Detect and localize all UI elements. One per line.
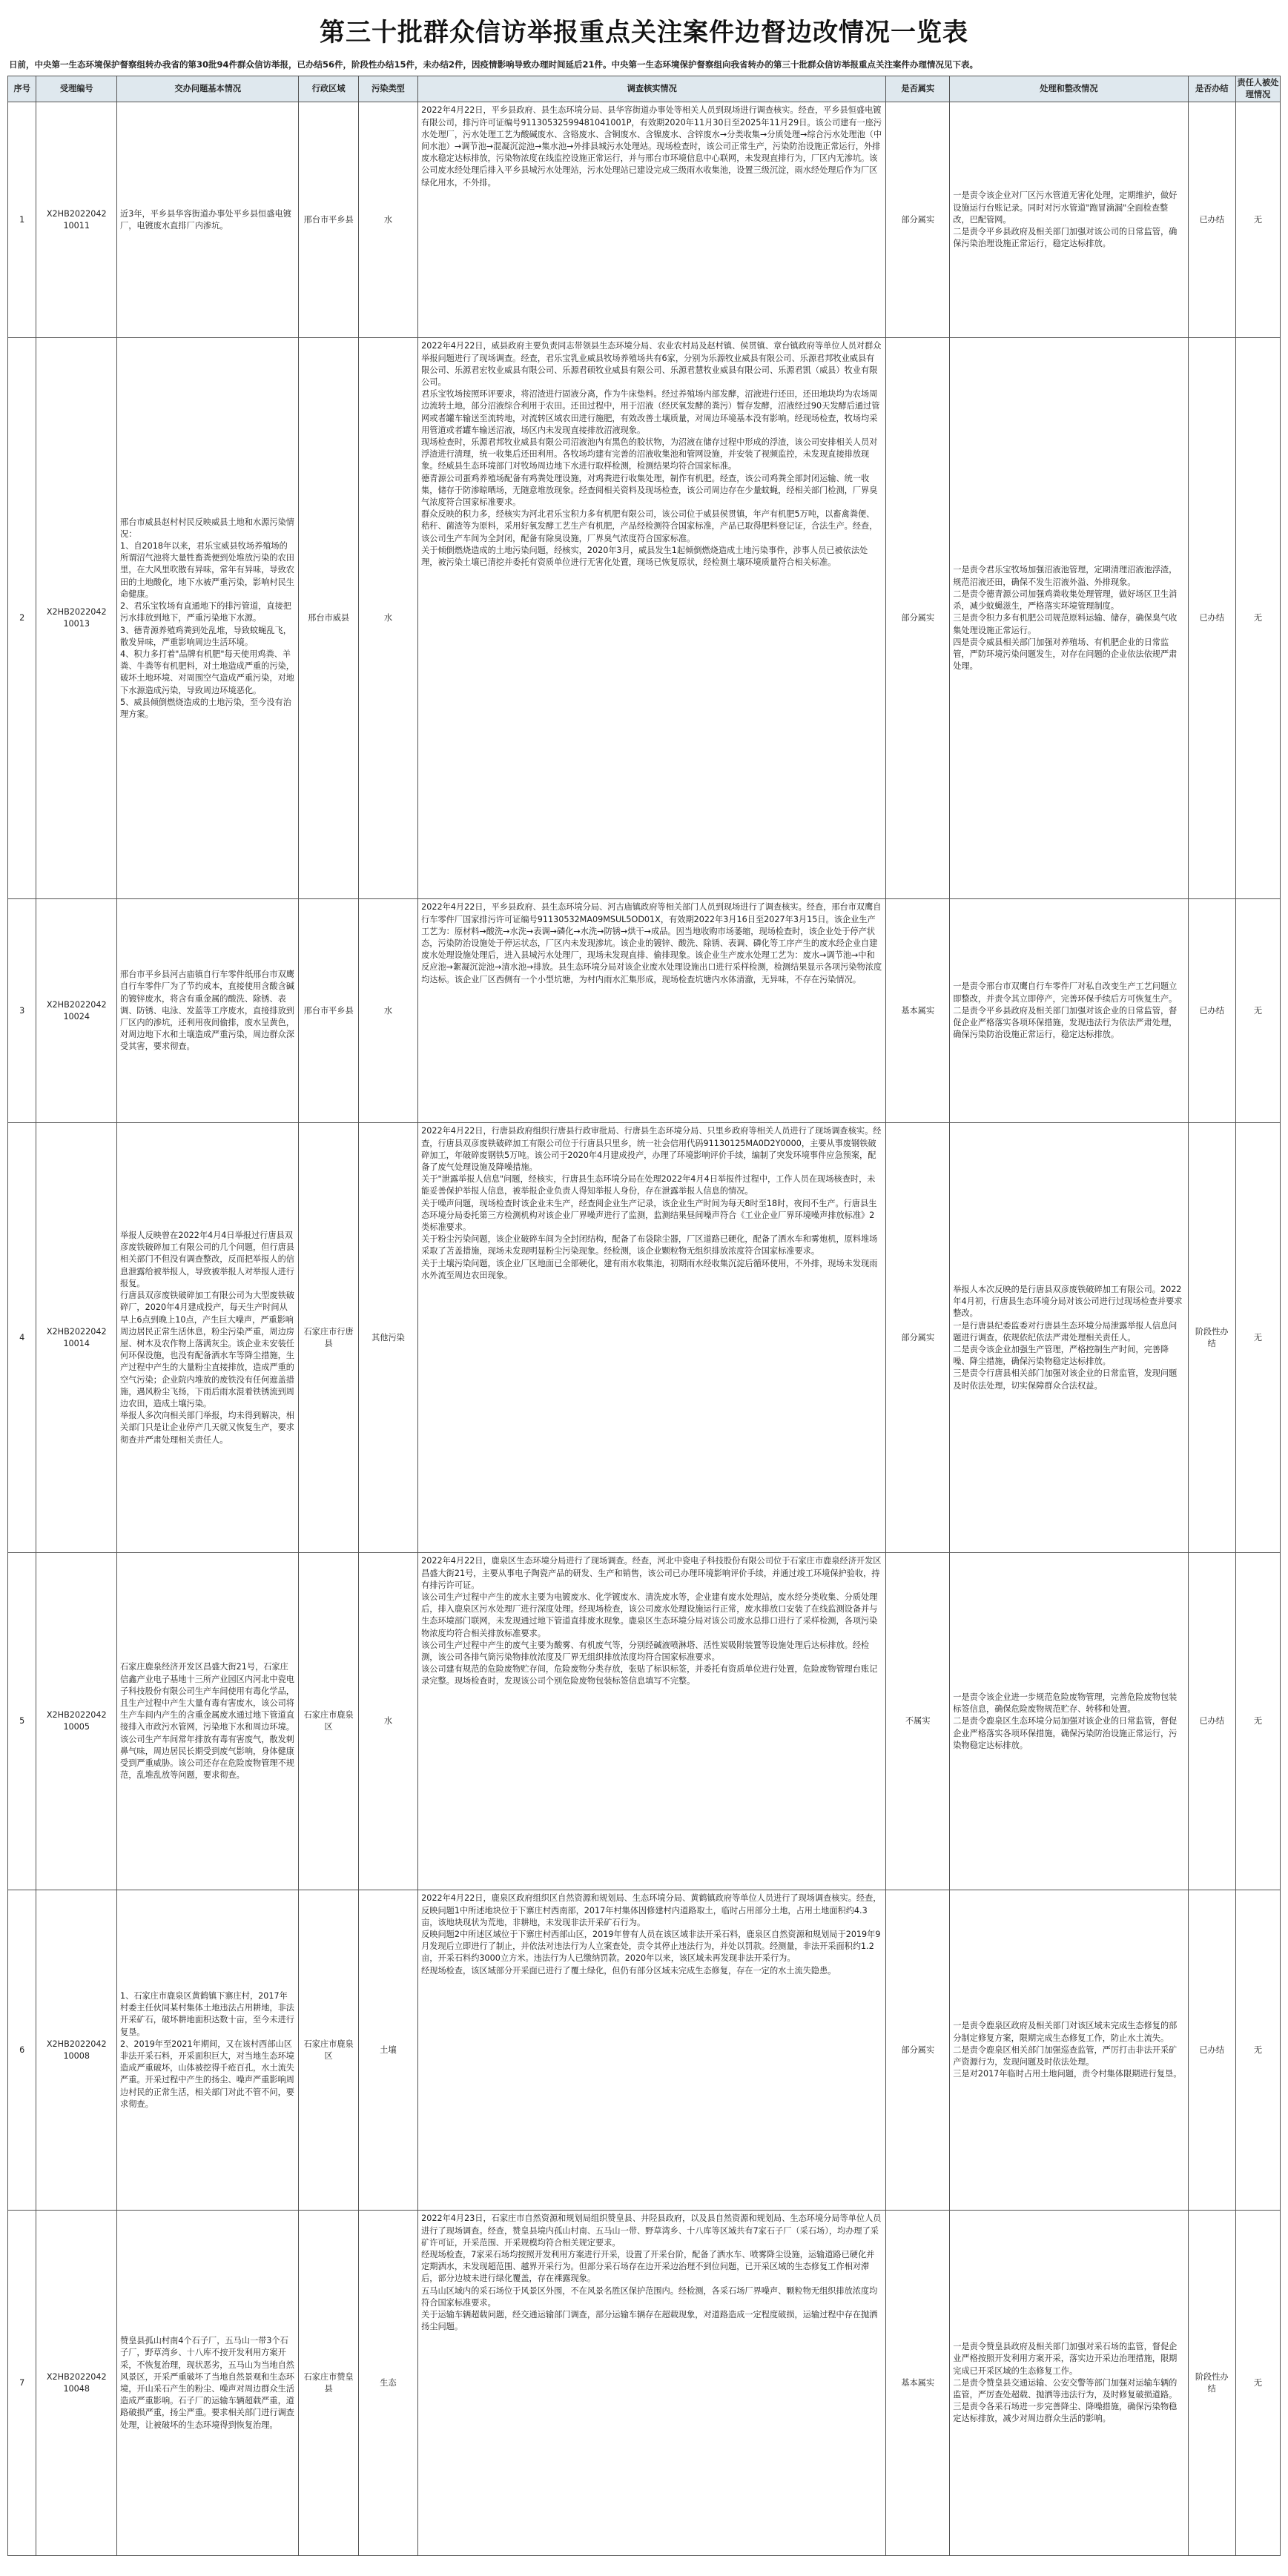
- col-header-code: 受理编号: [36, 76, 117, 102]
- cell-no: 2: [8, 338, 36, 899]
- cell-type: 水: [358, 899, 417, 1123]
- cell-done: 已办结: [1188, 338, 1235, 899]
- cases-table: [7, 76, 1281, 2556]
- cell-measures: 一是责令邢台市双鹰自行车零件厂对私自改变生产工艺问题立即整改，并责令其立即停产，完善环保手续后方可恢复生产。 二是责令平乡县政府及相关部门加强对该企业的日常监管，督促企业严格落实各项环保措施，发现违法行为依法严肃处理，确保污染防治设施正常运行，稳定达标排放。: [950, 899, 1188, 1123]
- cell-region: 石家庄市鹿泉区: [299, 1553, 358, 1890]
- cell-no: 6: [8, 1890, 36, 2211]
- table-row: [8, 2211, 1281, 2556]
- cell-code: X2HB2022042 10024: [36, 899, 117, 1123]
- table-row: [8, 102, 1281, 338]
- col-header-real: 是否属实: [886, 76, 950, 102]
- cell-punish: 无: [1235, 2211, 1280, 2556]
- cell-done: 已办结: [1188, 1890, 1235, 2211]
- cell-region: 石家庄市赞皇县: [299, 2211, 358, 2556]
- col-header-investigation: 调查核实情况: [418, 76, 886, 102]
- cell-issue: 1、石家庄市鹿泉区黄鹤镇下寨庄村，2017年村委主任伙同某村集体土地违法占用耕地，非法开采矿石，破坏耕地面积达数十亩，至今未进行复垦。 2、2019年至2021年期间，又在该村西部山区非法开采石料，开采面积巨大，对当地生态环境造成严重破坏，山体被挖得千疮百孔，水土流失严重。开采过程中产生的扬尘、噪声严重影响周边村民的正常生活，相关部门对此不管不问，要求彻查。: [117, 1890, 299, 2211]
- cell-no: 4: [8, 1123, 36, 1553]
- cell-measures: 一是责令赞皇县政府及相关部门加强对采石场的监管，督促企业严格按照开发利用方案开采，落实边开采边治理措施，限期完成已开采区域的生态修复工作。 二是责令赞皇县交通运输、公安交警等部门加强对运输车辆的监管，严厉查处超载、抛洒等违法行为，及时修复破损道路。 三是责令各采石场进一步完善降尘、降噪措施，确保污染物稳定达标排放，减少对周边群众生活的影响。: [950, 2211, 1188, 2556]
- col-header-type: 污染类型: [358, 76, 417, 102]
- page-title: 第三十批群众信访举报重点关注案件边督边改情况一览表: [320, 18, 968, 47]
- cell-done: 已办结: [1188, 899, 1235, 1123]
- cell-punish: 无: [1235, 1890, 1280, 2211]
- cell-issue: 石家庄鹿泉经济开发区昌盛大街21号，石家庄信鑫产业电子基地十三所产业园区内河北中瓷电子科技股份有限公司生产车间使用有毒化学品，且生产过程中产生大量有毒有害废水，该公司将生产车间内产生的含重金属废水通过地下管道直接排入市政污水管网，污染地下水和周边环境。 该公司生产车间常年排放有毒有害废气，散发刺鼻气味，周边居民长期受到废气影响，身体健康受到严重威胁。该公司还存在危险废物管理不规范，乱堆乱放等问题，要求彻查。: [117, 1553, 299, 1890]
- cell-issue: 举报人反映曾在2022年4月4日举报过行唐县双彦废铁破碎加工有限公司的几个问题，但行唐县相关部门不但没有调查整改，反而把举报人的信息泄露给被举报人，导致被举报人对举报人进行报复。 行唐县双彦废铁破碎加工有限公司为大型废铁破碎厂，2020年4月建成投产，每天生产时间从早上6点到晚上10点，产生巨大噪声，严重影响周边居民正常生活休息，粉尘污染严重，周边房屋、树木及农作物上落满灰尘。该企业未安装任何环保设施，也没有配备洒水车等降尘措施，生产过程中产生的大量粉尘直接排放，造成严重的空气污染；企业院内堆放的废铁没有任何遮盖措施，遇风粉尘飞扬，下雨后雨水混着铁锈流到周边农田，造成土壤污染。 举报人多次向相关部门举报，均未得到解决，相关部门只是让企业停产几天就又恢复生产，要求彻查并严肃处理相关责任人。: [117, 1123, 299, 1553]
- cell-code: X2HB2022042 10005: [36, 1553, 117, 1890]
- cell-real: 部分属实: [886, 102, 950, 338]
- cell-investigation: 2022年4月22日，鹿泉区政府组织区自然资源和规划局、生态环境分局、黄鹤镇政府等单位人员进行了现场调查核实。经查，反映问题1中所述地块位于下寨庄村西南部，2017年村集体因修建村内道路取土，临时占用部分土地，占用土地面积约4.3亩，该地块现状为荒地，非耕地，未发现非法开采矿石行为。 反映问题2中所述区域位于下寨庄村西部山区，2019年曾有人员在该区域非法开采石料，鹿泉区自然资源和规划局于2019年9月发现后立即进行了制止，并依法对违法行为人立案查处，责令其停止违法行为，并处以罚款。经测量，非法开采面积约1.2亩，开采石料约3000立方米。违法行为人已缴纳罚款。2020年以来，该区域未再发现非法开采行为。 经现场检查，该区域部分开采面已进行了覆土绿化，但仍有部分区域未完成生态修复，存在一定的水土流失隐患。: [418, 1890, 886, 2211]
- cell-real: 部分属实: [886, 1123, 950, 1553]
- cell-region: 石家庄市行唐县: [299, 1123, 358, 1553]
- cell-type: 水: [358, 102, 417, 338]
- table-row: [8, 899, 1281, 1123]
- cell-code: X2HB2022042 10011: [36, 102, 117, 338]
- cell-investigation: 2022年4月22日，鹿泉区生态环境分局进行了现场调查。经查，河北中瓷电子科技股份有限公司位于石家庄市鹿泉经济开发区昌盛大街21号，主要从事电子陶瓷产品的研发、生产和销售，该公司已办理环境影响评价手续，并通过竣工环境保护验收，持有排污许可证。 该公司生产过程中产生的废水主要为电镀废水、化学镀废水、清洗废水等，企业建有废水处理站，废水经分类收集、分质处理后，排入鹿泉区污水处理厂进行深度处理。经现场检查，该公司废水处理设施运行正常，废水排放口安装了在线监测设备并与生态环境部门联网，未发现通过地下管道直排废水现象。鹿泉区生态环境分局对该公司废水总排口进行了采样检测，各项污染物浓度均符合相关排放标准要求。 该公司生产过程中产生的废气主要为酸雾、有机废气等，分别经碱液喷淋塔、活性炭吸附装置等设施处理后达标排放。经检测，该公司各排气筒污染物排放浓度及厂界无组织排放浓度均符合国家标准要求。 该公司建有规范的危险废物贮存间，危险废物分类存放，张贴了标识标签，并委托有资质单位进行处置，危险废物管理台账记录完整。现场检查时，发现该公司个别危险废物包装标签信息填写不完整。: [418, 1553, 886, 1890]
- cell-no: 1: [8, 102, 36, 338]
- col-header-measures: 处理和整改情况: [950, 76, 1188, 102]
- cell-type: 生态: [358, 2211, 417, 2556]
- cell-issue: 邢台市威县赵村村民反映威县土地和水源污染情况： 1、自2018年以来，君乐宝威县牧场养殖场的所谓沼气池将大量牲畜粪便到处堆放污染的农田里，在大风里吹散有异味，常年有异味，导致农田的土地酸化，地下水被严重污染，影响村民生命健康。 2、君乐宝牧场有直通地下的排污管道，直接把污水排放到地下，严重污染地下水源。 3、德青源养殖鸡粪到处乱堆，导致蚊蝇乱飞，散发异味，严重影响周边生活环境。 4、积力多打着"品牌有机肥"每天使用鸡粪、羊粪、牛粪等有机肥料，对土地造成严重的污染，破坏土地环境、对周围空气造成严重污染，对地下水源造成污染，导致周边环境恶化。 5、威县倾倒燃烧造成的土地污染，至今没有治理方案。: [117, 338, 299, 899]
- cell-real: 部分属实: [886, 1890, 950, 2211]
- cell-type: 其他污染: [358, 1123, 417, 1553]
- col-header-punish: 责任人被处理情况: [1235, 76, 1280, 102]
- col-header-done: 是否办结: [1188, 76, 1235, 102]
- cell-measures: 举报人本次反映的是行唐县双彦废铁破碎加工有限公司。2022年4月初，行唐县生态环境分局对该公司进行过现场检查并要求整改。 一是行唐县纪委监委对行唐县生态环境分局泄露举报人信息问题进行调查，依规依纪依法严肃处理相关责任人。 二是责令该企业加强生产管理，严格控制生产时间，完善降噪、降尘措施，确保污染物稳定达标排放。 三是责令行唐县相关部门加强对该企业的日常监管，发现问题及时依法处理，切实保障群众合法权益。: [950, 1123, 1188, 1553]
- cell-done: 阶段性办结: [1188, 2211, 1235, 2556]
- cell-type: 土壤: [358, 1890, 417, 2211]
- cell-measures: 一是责令君乐宝牧场加强沼液池管理，定期清理沼液池浮渣，规范沼液还田，确保不发生沼液外溢、外排现象。 二是责令德青源公司加强鸡粪收集处理管理，做好场区卫生消杀，减少蚊蝇滋生，严格落实环境管理制度。 三是责令积力多有机肥公司规范原料运输、储存，确保臭气收集处理设施正常运行。 四是责令威县相关部门加强对养殖场、有机肥企业的日常监管，严防环境污染问题发生，对存在问题的企业依法依规严肃处理。: [950, 338, 1188, 899]
- cell-region: 邢台市威县: [299, 338, 358, 899]
- table-row: [8, 1553, 1281, 1890]
- cell-done: 阶段性办结: [1188, 1123, 1235, 1553]
- col-header-region: 行政区域: [299, 76, 358, 102]
- intro-paragraph: 日前，中央第一生态环境保护督察组转办我省的第30批94件群众信访举报，已办结56件，阶段性办结15件，未办结2件，因疫情影响导致办理时间延后21件。中央第一生态环境保护督察组向我省转办的第三十批群众信访举报重点关注案件办理情况见下表。: [9, 59, 979, 70]
- cell-punish: 无: [1235, 1123, 1280, 1553]
- table-header-row: [8, 76, 1281, 102]
- table-row: [8, 1890, 1281, 2211]
- cell-real: 基本属实: [886, 2211, 950, 2556]
- col-header-issue: 交办问题基本情况: [117, 76, 299, 102]
- cell-measures: 一是责令鹿泉区政府及相关部门对该区域未完成生态修复的部分制定修复方案，限期完成生态修复工作，防止水土流失。 二是责令鹿泉区相关部门加强巡查监管，严厉打击非法开采矿产资源行为，发现问题及时依法处理。 三是对2017年临时占用土地问题，责令村集体限期进行复垦。: [950, 1890, 1188, 2211]
- cell-investigation: 2022年4月22日，平乡县政府、县生态环境分局、河古庙镇政府等相关部门人员到现场进行了调查核实。经查，邢台市双鹰自行车零件厂国家排污许可证编号91130532MA09MSUL5OD01X，有效期2022年3月16日至2027年3月15日。该企业生产工艺为：原材料→酸洗→水洗→表调→磷化→水洗→防锈→烘干→成品。因当地收购市场萎缩，现场检查时，该企业处于停产状态，污染防治设施处于停运状态，厂区内未发现渗坑。该企业的镀锌、酸洗、除锈、表调、磷化等工序产生的废水经企业自建废水处理设施处理后，进入县城污水处理厂，现场未发现直排、偷排现象。该企业生产废水处理工艺为：废水→调节池→中和反应池→絮凝沉淀池→清水池→排放。县生态环境分局对该企业废水处理设施出口进行采样检测，检测结果显示各项污染物浓度均达标。该企业厂区西侧有一个小型坑塘，为村内雨水汇集形成，现场检查坑塘内水体清澈，无异味，不存在污染情况。: [418, 899, 886, 1123]
- cell-measures: 一是责令该企业对厂区污水管道无害化处理，定期维护，做好设施运行台账记录。同时对污水管道"跑冒滴漏"全面检查整改，巴配管网。 二是责令平乡县政府及相关部门加强对该公司的日常监管，确保污染治理设施正常运行，稳定达标排放。: [950, 102, 1188, 338]
- cell-punish: 无: [1235, 1553, 1280, 1890]
- cell-region: 邢台市平乡县: [299, 899, 358, 1123]
- cell-punish: 无: [1235, 899, 1280, 1123]
- cell-code: X2HB2022042 10014: [36, 1123, 117, 1553]
- cell-real: 基本属实: [886, 899, 950, 1123]
- cell-no: 5: [8, 1553, 36, 1890]
- cell-real: 部分属实: [886, 338, 950, 899]
- cell-punish: 无: [1235, 102, 1280, 338]
- cell-type: 水: [358, 1553, 417, 1890]
- cell-measures: 一是责令该企业进一步规范危险废物管理，完善危险废物包装标签信息，确保危险废物规范贮存、转移和处置。 二是责令鹿泉区生态环境分局加强对该企业的日常监管，督促企业严格落实各项环保措施，确保污染防治设施正常运行，污染物稳定达标排放。: [950, 1553, 1188, 1890]
- cell-type: 水: [358, 338, 417, 899]
- cell-region: 邢台市平乡县: [299, 102, 358, 338]
- cell-no: 7: [8, 2211, 36, 2556]
- cell-investigation: 2022年4月22日，行唐县政府组织行唐县行政审批局、行唐县生态环境分局、只里乡政府等相关人员进行了现场调查核实。经查，行唐县双彦废铁破碎加工有限公司位于行唐县只里乡，统一社会信用代码91130125MA0D2Y0000，主要从事废钢铁破碎加工，年破碎废钢铁5万吨。该公司于2020年4月建成投产，办理了环境影响评价手续，编制了突发环境事件应急预案，配备了废气处理设施及降噪措施。 关于"泄露举报人信息"问题，经核实，行唐县生态环境分局在处理2022年4月4日举报件过程中，工作人员在现场核查时，未能妥善保护举报人信息，被举报企业负责人得知举报人身份，存在泄露举报人信息的情况。 关于噪声问题，现场检查时该企业未生产，经查阅企业生产记录，该企业生产时间为每天8时至18时，夜间不生产。行唐县生态环境分局委托第三方检测机构对该企业厂界噪声进行了监测，监测结果昼间噪声符合《工业企业厂界环境噪声排放标准》2类标准要求。 关于粉尘污染问题，该企业破碎车间为全封闭结构，配备了布袋除尘器，厂区道路已硬化，配备了洒水车和雾炮机，原料堆场采取了苫盖措施，现场未发现明显粉尘污染现象。经检测，该企业颗粒物无组织排放浓度符合国家标准要求。 关于土壤污染问题，该企业厂区地面已全部硬化，建有雨水收集池，初期雨水经收集沉淀后循环使用，不外排，现场未发现雨水外流至周边农田现象。: [418, 1123, 886, 1553]
- table-row: [8, 1123, 1281, 1553]
- cell-code: X2HB2022042 10013: [36, 338, 117, 899]
- col-header-no: 序号: [8, 76, 36, 102]
- cell-code: X2HB2022042 10048: [36, 2211, 117, 2556]
- cell-done: 已办结: [1188, 102, 1235, 338]
- cell-punish: 无: [1235, 338, 1280, 899]
- cell-issue: 邢台市平乡县河古庙镇自行车零件纸邢台市双鹰自行车零件厂为了节约成本，直接使用含酸含碱的镀锌废水，将含有重金属的酸洗、除锈、表调、防锈、电泳、发蓝等工序废水，直接排放到厂区内的渗坑，还利用夜间偷排，废水呈黄色，对周边地下水和土壤造成严重污染，周边群众深受其害，要求彻查。: [117, 899, 299, 1123]
- table-row: [8, 338, 1281, 899]
- cell-issue: 近3年，平乡县华容街道办事处平乡县恒盛电镀厂，电镀废水直排厂内渗坑。: [117, 102, 299, 338]
- cell-real: 不属实: [886, 1553, 950, 1890]
- cell-done: 已办结: [1188, 1553, 1235, 1890]
- cell-region: 石家庄市鹿泉区: [299, 1890, 358, 2211]
- cell-investigation: 2022年4月23日，石家庄市自然资源和规划局组织赞皇县、井陉县政府，以及县自然资源和规划局、生态环境分局等单位人员进行了现场调查。经查，赞皇县境内孤山村南、五马山一带、野草湾乡、十八库等区域共有7家石子厂（采石场），均办理了采矿许可证，开采范围、开采规模均符合相关规定要求。 经现场检查，7家采石场均按照开发利用方案进行开采，设置了开采台阶，配备了洒水车、喷雾降尘设施，运输道路已硬化并定期洒水，未发现超范围、越界开采行为。但部分采石场存在边开采边治理不到位问题，已开采区域的生态修复工作相对滞后，部分边坡未进行绿化覆盖，存在裸露现象。 五马山区域内的采石场位于风景区外围，不在风景名胜区保护范围内。经检测，各采石场厂界噪声、颗粒物无组织排放浓度均符合国家标准要求。 关于运输车辆超载问题，经交通运输部门调查，部分运输车辆存在超载现象，对道路造成一定程度破损，运输过程中存在抛洒扬尘问题。: [418, 2211, 886, 2556]
- cell-investigation: 2022年4月22日，威县政府主要负责同志带领县生态环境分局、农业农村局及赵村镇、侯贯镇、章台镇政府等单位人员对群众举报问题进行了现场调查。经查，君乐宝乳业威县牧场养殖场共有6家，分别为乐源牧业威县有限公司、乐源君邦牧业威县有限公司、乐源君宏牧业威县有限公司、乐源君硕牧业威县有限公司、乐源君慧牧业威县有限公司、乐源君凯（威县）牧业有限公司。 君乐宝牧场按照环评要求，将沼渣进行固液分离，作为牛床垫料。经过养殖场内部发酵，沼液进行还田，还田地块均为农场周边流转土地，部分沼液综合利用于农田。还田过程中，用于沼液（经厌氧发酵的粪污）暂存发酵，沼液经过90天发酵后通过管网或者罐车输送至流转地，对流转区域农田进行施肥，有效改善土壤质量，对周边环境基本没有影响。经现场检查，牧场均采用管道或者罐车输送沼液，场区内未发现直接排放沼液现象。 现场检查时，乐源君邦牧业威县有限公司沼液池内有黑色的胶状物，为沼液在储存过程中形成的浮渣，该公司安排相关人员对浮渣进行清理，统一收集后还田利用。各牧场均建有完善的沼液收集池和管网设施，并安装了视频监控，未发现直接排放现象。经威县生态环境部门对牧场周边地下水进行取样检测，检测结果均符合国家标准。 德青源公司蛋鸡养殖场配备有鸡粪处理设施，对鸡粪进行收集处理，制作有机肥。经查，该公司鸡粪全部封闭运输、统一收集，储存于防渗晾晒场，无随意堆放现象。经查阅相关资料及现场检查，该公司周边存在少量蚊蝇，经相关部门检测，厂界臭气浓度符合国家标准要求。 群众反映的积力多，经核实为河北君乐宝积力多有机肥有限公司，该公司位于威县侯贯镇，年产有机肥5万吨，以畜禽粪便、秸秆、菌渣等为原料，采用好氧发酵工艺生产有机肥，产品经检测符合国家标准，产品已取得肥料登记证，合法生产。经查，该公司生产车间为全封闭，配备有除臭设施，厂界臭气浓度符合国家标准。 关于倾倒燃烧造成的土地污染问题，经核实，2020年3月，威县发生1起倾倒燃烧造成土地污染事件，涉事人员已被依法处理，被污染土壤已清挖并委托有资质单位进行无害化处置，现场已恢复原状，经检测土壤环境质量符合相关标准。: [418, 338, 886, 899]
- cell-issue: 赞皇县孤山村南4个石子厂，五马山一带3个石子厂，野草湾乡、十八库不按开发利用方案开采，不恢复治理，现状恶劣，五马山为当地自然风景区，开采严重破坏了当地自然景观和生态环境，开山采石产生的粉尘、噪声对周边群众生活造成严重影响。石子厂的运输车辆超载严重，道路破损严重，扬尘严重。要求相关部门进行调查处理，让被破坏的生态环境得到恢复治理。: [117, 2211, 299, 2556]
- cell-investigation: 2022年4月22日，平乡县政府、县生态环境分局、县华容街道办事处等相关人员到现场进行调查核实。经查，平乡县恒盛电镀有限公司，排污许可证编号91130532599481041001P，有效期2020年11月30日至2025年11月29日。该公司建有一座污水处理厂，污水处理工艺为酸碱废水、含铬废水、含铜废水、含镍废水、含锌废水→分类收集→分质处理→综合污水处理池（中间水池）→调节池→混凝沉淀池→集水池→外排县城污水处理站。现场检查时，该公司正常生产，污染防治设施正常运行，外排废水稳定达标排放，污染物浓度在线监控设施正常运行，并与邢台市环境信息中心联网，未发现直排行为，厂区内无渗坑。该公司废水经处理后排入平乡县城污水处理站，污水处理站已建设完成三级雨水收集池，设置三级沉淀，雨水经处理后作为厂区绿化用水，不外排。: [418, 102, 886, 338]
- cell-no: 3: [8, 899, 36, 1123]
- cell-code: X2HB2022042 10008: [36, 1890, 117, 2211]
